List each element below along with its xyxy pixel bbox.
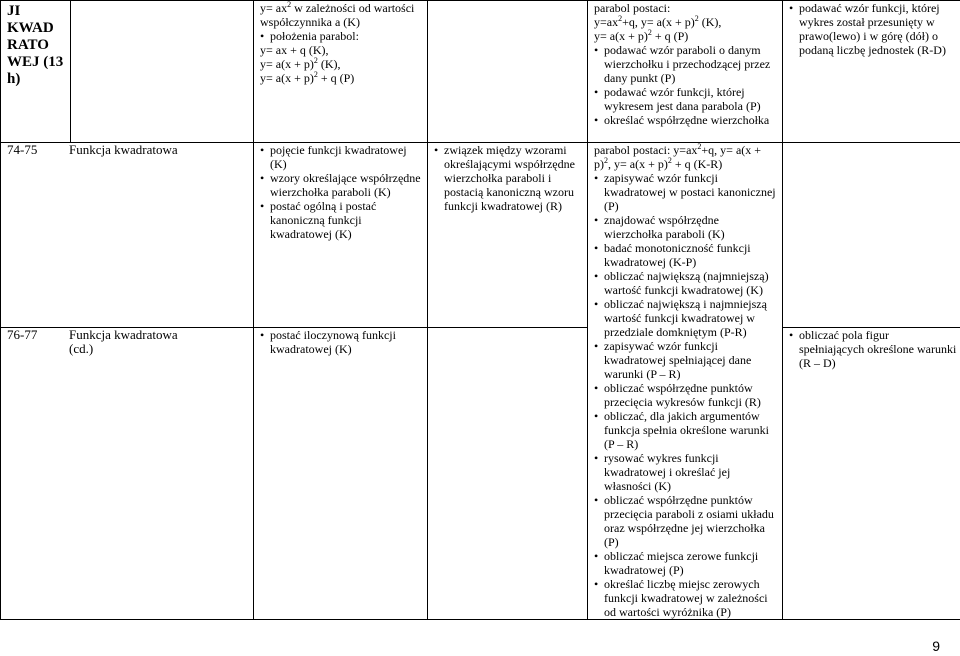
knowledge-cell: [254, 327, 428, 619]
list-item: • określać liczbę miejsc zerowych funkcji kwadratowej w zależności od wartości wyróżnika (P): [594, 577, 779, 619]
list-item: • podawać wzór funkcji, której wykres został przesunięty w prawo(lewo) i w górę (dół) o podaną liczbę jednostek (R-D): [789, 1, 957, 57]
understanding-cell: [428, 143, 588, 328]
list-item: • obliczać największą i najmniejszą wartość funkcji kwadratowej w przedziale domkniętym (P-R): [594, 297, 779, 339]
extended-cell: [783, 143, 960, 328]
cell-text: parabol postaci: $y=ax^2+q$, $y= a(x + p)^2$, $y= a(x + p)^2 + q$ (K-R): [594, 142, 762, 171]
list-item: • obliczać pola figur spełniających określone warunki (R – D): [789, 328, 957, 370]
empty-cell: [428, 1, 588, 143]
extended-cell: [783, 327, 960, 619]
list-item: • obliczać współrzędne punktów przecięcia wykresów funkcji (R): [594, 381, 779, 409]
lesson-number: 76-77: [7, 326, 38, 342]
list-item: • postać ogólną i postać kanoniczną funkcji kwadratowej (K): [260, 199, 424, 241]
list-item: • zapisywać wzór funkcji kwadratowej spełniającej dane warunki (P – R): [594, 339, 779, 381]
extended-cell: [783, 1, 960, 143]
list-item: • zapisywać wzór funkcji kwadratowej w postaci kanonicznej (P): [594, 171, 779, 213]
list-item: • badać monotoniczność funkcji kwadratowej (K-P): [594, 241, 779, 269]
lesson-cell: [1, 327, 254, 619]
skills-cell: [588, 1, 783, 143]
cell-text: $y= a(x + p)^2 + q$ (P): [260, 70, 355, 85]
list-item: • określać współrzędne wierzchołka: [594, 113, 779, 127]
cell-text: $y= a(x + p)^2$ (K),: [260, 56, 341, 71]
cell-text: y= ax + q (K),: [260, 43, 329, 57]
lesson-cell: [1, 143, 254, 328]
cell-text: $y= a(x + p)^2 + q$ (P): [594, 28, 689, 43]
list-item: • obliczać największą (najmniejszą) wartość funkcji kwadratowej (K): [594, 269, 779, 297]
list-item: • rysować wykres funkcji kwadratowej i określać jej własności (K): [594, 451, 779, 493]
table-row: [1, 143, 960, 328]
list-item: • obliczać miejsca zerowe funkcji kwadratowej (P): [594, 549, 779, 577]
knowledge-cell: [254, 1, 428, 143]
section-label-cell: [1, 1, 71, 143]
understanding-cell: [428, 327, 588, 619]
list-item: • pojęcie funkcji kwadratowej (K): [260, 143, 424, 171]
list-item: • postać iloczynową funkcji kwadratowej (K): [260, 328, 424, 356]
knowledge-cell: [254, 143, 428, 328]
list-item: • obliczać współrzędne punktów przecięcia paraboli z osiami układu oraz współrzędne jej wierzchołka (P): [594, 493, 779, 549]
cell-text: $y=ax^2+q$, $y= a(x + p)^2$ (K),: [594, 14, 722, 29]
cell-text: parabol postaci:: [594, 1, 671, 15]
page-number: 9: [932, 638, 940, 654]
list-item: • położenia parabol:: [260, 29, 424, 43]
table-row: [1, 327, 960, 619]
table-row: [1, 1, 960, 143]
cell-text: $y= ax^2$ w zależności od wartości współczynnika a (K): [260, 0, 415, 29]
lesson-topic: Funkcja kwadratowa: [69, 142, 178, 157]
empty-cell: [71, 1, 254, 143]
skills-cell: [588, 143, 783, 620]
lesson-topic: Funkcja kwadratowa (cd.): [69, 326, 178, 356]
list-item: • podawać wzór funkcji, której wykresem jest dana parabola (P): [594, 85, 779, 113]
list-item: • podawać wzór paraboli o danym wierzchołku i przechodzącej przez dany punkt (P): [594, 43, 779, 85]
lesson-number: 74-75: [7, 142, 38, 157]
list-item: • znajdować współrzędne wierzchołka paraboli (K): [594, 213, 779, 241]
section-label: JI KWAD RATO WEJ (13 h): [7, 3, 64, 87]
list-item: • obliczać, dla jakich argumentów funkcja spełnia określone warunki (P – R): [594, 409, 779, 451]
list-item: • wzory określające współrzędne wierzchołka paraboli (K): [260, 171, 424, 199]
list-item: • związek między wzorami określającymi współrzędne wierzchołka paraboli i postacią kanoniczną wzoru funkcji kwadratowej (R): [434, 143, 584, 213]
